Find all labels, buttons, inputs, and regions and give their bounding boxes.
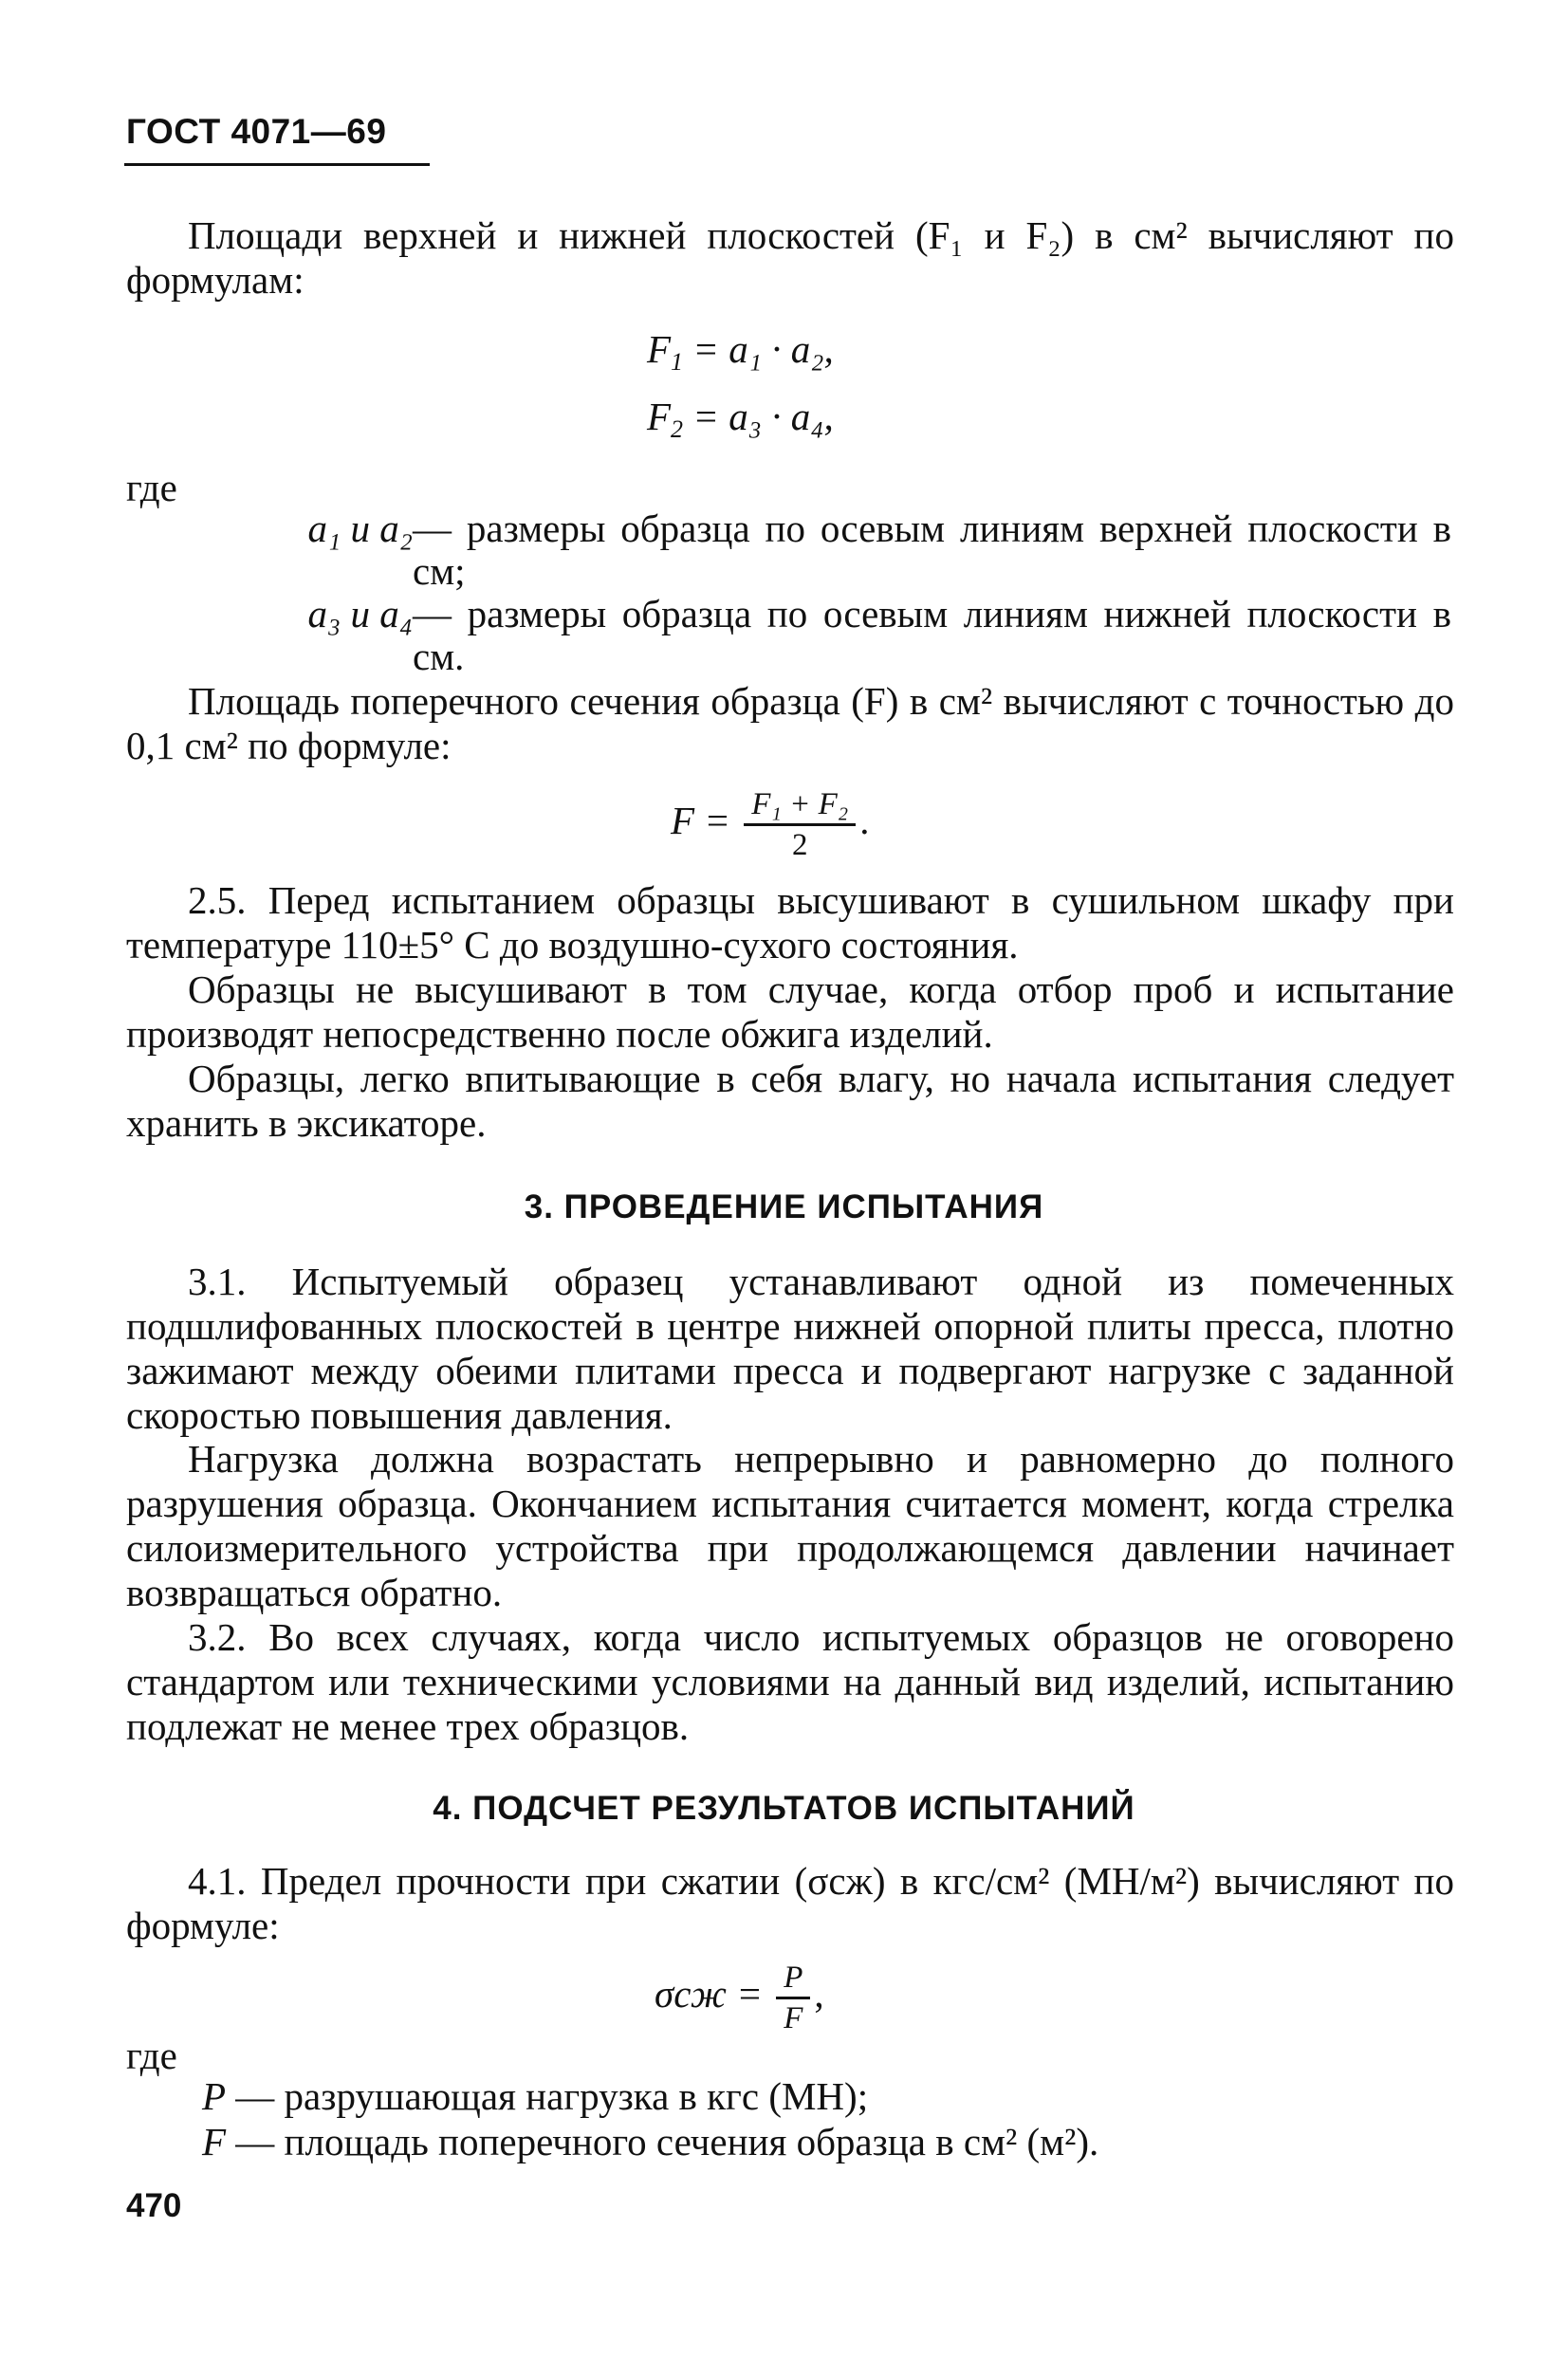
formula-f1-sub: 1	[671, 348, 684, 376]
paragraph-2-5: 2.5. Перед испытанием образцы высушивают в сушильном шкафу при температуре 110±5° С до воздушно-сухого состояния.	[126, 878, 1454, 967]
definition-term: F	[202, 2120, 227, 2163]
formula-sigma-numerator: P	[776, 1959, 810, 1999]
paragraph-2-5-b: Образцы не высушивают в том случае, когда отбор проб и испытание производят непосредственно после обжига изделий.	[126, 967, 1454, 1056]
definition-term: P	[202, 2074, 227, 2118]
page-number: 470	[126, 2187, 182, 2224]
definition-term: a₁ и a₂	[307, 506, 413, 550]
formula-f2	[647, 394, 834, 444]
formula-sigma-tail: ,	[814, 1971, 824, 2016]
formula-cross-tail: .	[859, 798, 870, 842]
paragraph-areas: Площади верхней и нижней плоскостей (F₁ и F₂) в см² вычисляют по формулам:	[126, 213, 1454, 302]
formula-f2-sub: 2	[671, 415, 684, 443]
formula-f1	[647, 326, 834, 377]
paragraph-cross-section: Площадь поперечного сечения образца (F) в см² вычисляют с точностью до 0,1 см² по формуле:	[126, 679, 1454, 767]
formula-cross-fraction	[744, 785, 856, 864]
definition-text: — размеры образца по осевым линиям нижней плоскости в см.	[413, 592, 1451, 678]
paragraph-2-5-c: Образцы, легко впитывающие в себя влагу, но начала испытания следует хранить в эксикаторе.	[126, 1057, 1454, 1145]
paragraph-3-1-b: Нагрузка должна возрастать непрерывно и равномерно до полного разрушения образца. Окончанием испытания считается момент, когда стрелка силоизмерительного устройства при продолжающемся давлении начинает возвращаться обратно.	[126, 1437, 1454, 1614]
formula-f2-rhs: = a₃ · a₄,	[692, 395, 834, 438]
section-3-heading: 3. ПРОВЕДЕНИЕ ИСПЫТАНИЯ	[524, 1188, 1044, 1225]
definition-a3-a4	[202, 593, 1456, 678]
definition-term: a₃ и a₄	[307, 592, 413, 635]
section-4-heading: 4. ПОДСЧЕТ РЕЗУЛЬТАТОВ ИСПЫТАНИЙ	[433, 1790, 1135, 1827]
definition-p	[202, 2075, 1435, 2118]
definition-text: — размеры образца по осевым линиям верхней плоскости в см;	[413, 506, 1451, 593]
header-underline	[124, 163, 430, 166]
formula-sigma-lhs: σсж =	[655, 1971, 763, 2016]
formula-cross-numerator: F₁ + F₂	[744, 785, 856, 826]
definition-text: — разрушающая нагрузка в кгс (МН);	[235, 2074, 869, 2118]
definition-text: — площадь поперечного сечения образца в см² (м²).	[235, 2120, 1099, 2163]
formula-sigma-fraction	[776, 1959, 810, 2037]
formula-sigma	[655, 1959, 824, 2037]
where-label-2: где	[126, 2034, 177, 2077]
formula-cross-lhs: F =	[671, 798, 730, 842]
formula-f1-lhs: F	[647, 327, 672, 371]
definition-f	[202, 2121, 1435, 2163]
formula-cross-section	[671, 785, 870, 864]
formula-cross-denominator: 2	[791, 828, 808, 862]
formula-f1-rhs: = a₁ · a₂,	[692, 327, 834, 371]
standard-header: ГОСТ 4071—69	[126, 112, 387, 151]
paragraph-3-2: 3.2. Во всех случаях, когда число испытуемых образцов не оговорено стандартом или техническими условиями на данный вид изделий, испытанию подлежат не менее трех образцов.	[126, 1615, 1454, 1748]
definition-a1-a2	[202, 507, 1456, 593]
formula-sigma-denominator: F	[784, 2001, 803, 2035]
formula-f2-lhs: F	[647, 395, 672, 438]
paragraph-4-1: 4.1. Предел прочности при сжатии (σсж) в кгс/см² (МН/м²) вычисляют по формуле:	[126, 1859, 1454, 1947]
paragraph-3-1: 3.1. Испытуемый образец устанавливают одной из помеченных подшлифованных плоскостей в центре нижней опорной плиты пресса, плотно зажимают между обеими плитами пресса и подвергают нагрузке с заданной скоростью повышения давления.	[126, 1260, 1454, 1437]
where-label: где	[126, 466, 177, 509]
